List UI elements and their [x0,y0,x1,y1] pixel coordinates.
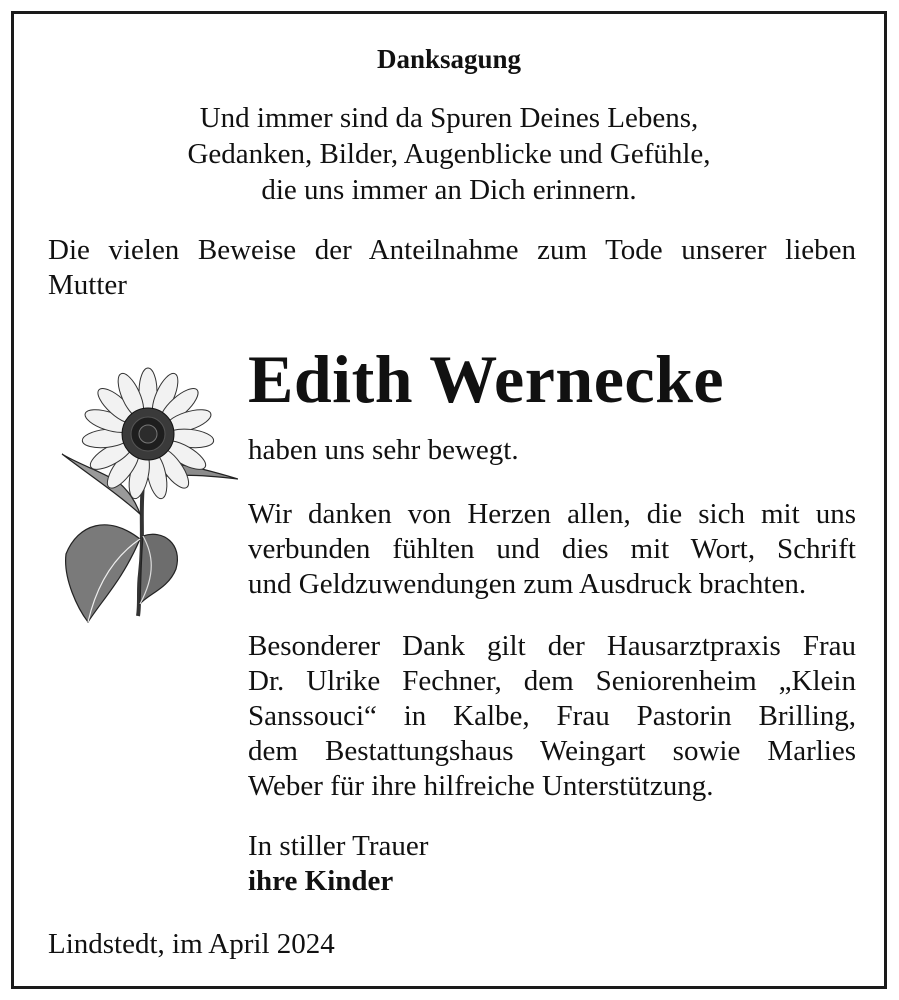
sunflower-icon [48,364,238,624]
special-thanks-line: Sanssouci“ in Kalbe, Frau Pastorin Brilling, [248,700,856,732]
special-thanks-line: Besonderer Dank gilt der Hausarztpraxis Frau [248,630,856,662]
special-thanks-line: dem Bestattungshaus Weingart sowie Marlies [248,735,856,767]
signature: ihre Kinder [248,865,394,897]
obituary-frame [11,11,887,989]
poem-line: Gedanken, Bilder, Augenblicke und Gefühle, [187,138,711,170]
thanks-paragraph [248,497,856,602]
heading: Danksagung [376,44,522,74]
intro-line: Mutter [48,269,127,301]
moved-line: haben uns sehr bewegt. [248,434,519,466]
intro-line: Die vielen Beweise der Anteilnahme zum Tode unserer lieben [48,234,856,266]
special-thanks-paragraph [248,629,856,804]
moved-text [248,433,856,468]
poem-line: Und immer sind da Spuren Deines Lebens, [199,102,699,134]
place-date: Lindstedt, im April 2024 [48,928,335,960]
intro-text [48,233,856,303]
mourning-block [248,829,856,899]
thanks-line: verbunden fühlten und dies mit Wort, Schrift [248,533,856,565]
poem [14,100,884,208]
thanks-line: Wir danken von Herzen allen, die sich mit uns [248,498,856,530]
thanks-line: und Geldzuwendungen zum Ausdruck brachten. [248,568,807,600]
deceased-name: Edith Wernecke [248,341,725,417]
mourning-line: In stiller Trauer [248,830,429,862]
special-thanks-line: Dr. Ulrike Fechner, dem Seniorenheim „Klein [248,665,856,697]
special-thanks-line: Weber für ihre hilfreiche Unterstützung. [248,770,714,802]
poem-line: die uns immer an Dich erinnern. [261,174,637,206]
